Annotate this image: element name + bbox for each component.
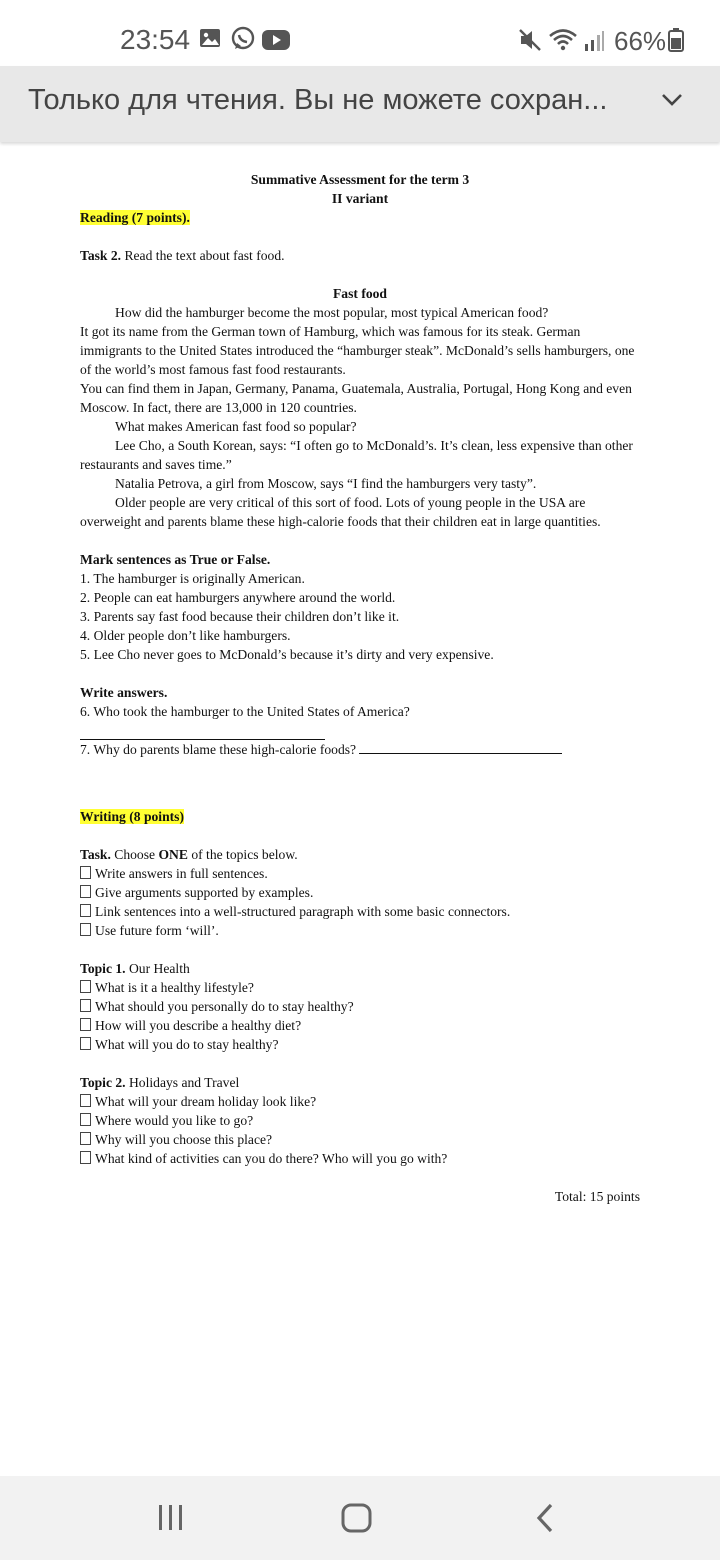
checkbox-glyph-icon <box>80 1151 91 1164</box>
battery-icon <box>668 28 684 56</box>
topic1-bullet-text: How will you describe a healthy diet? <box>95 1018 302 1033</box>
signal-icon <box>583 30 605 56</box>
checkbox-glyph-icon <box>80 1132 91 1145</box>
recent-apps-icon[interactable] <box>156 1502 186 1536</box>
checkbox-glyph-icon <box>80 1018 91 1031</box>
topic2-bullet <box>80 1111 640 1130</box>
status-time: 23:54 <box>120 24 191 55</box>
checkbox-glyph-icon <box>80 885 91 898</box>
topic1-bullet-text: What is it a healthy lifestyle? <box>95 980 254 995</box>
read-only-banner[interactable] <box>0 66 720 142</box>
back-icon[interactable] <box>533 1502 557 1538</box>
status-bar <box>0 0 720 66</box>
topic1-line <box>80 959 640 978</box>
doc-title: Summative Assessment for the term 3 <box>250 172 470 187</box>
task-bullet-text: Give arguments supported by examples. <box>95 885 314 900</box>
paragraph-4: What makes American fast food so popular? <box>115 419 357 434</box>
topic2-bullet <box>80 1149 640 1168</box>
tf-heading: Mark sentences as True or False. <box>80 552 271 567</box>
tf-item: 1. The hamburger is originally American. <box>80 571 305 586</box>
topic2-bullet-text: What will your dream holiday look like? <box>95 1094 317 1109</box>
topic2-bullet-text: What kind of activities can you do there? Who will you go with? <box>95 1151 448 1166</box>
task2-line <box>80 246 640 265</box>
question-7: 7. Why do parents blame these high-calorie foods? <box>80 742 357 757</box>
topic1-label: Topic 1. <box>80 961 126 976</box>
topic2-bullet-text: Why will you choose this place? <box>95 1132 273 1147</box>
checkbox-glyph-icon <box>80 1037 91 1050</box>
task-line <box>80 845 640 864</box>
paragraph-7: Older people are very critical of this sort of food. Lots of young people in the USA are overweight and parents blame these high-calorie foods that their children eat in large quantities. <box>80 495 601 529</box>
task-bullet-text: Write answers in full sentences. <box>95 866 268 881</box>
paragraph-1: How did the hamburger become the most popular, most typical American food? <box>115 305 549 320</box>
topic2-line <box>80 1073 640 1092</box>
task-bullet <box>80 883 640 902</box>
task-bullet <box>80 902 640 921</box>
whatsapp-icon <box>230 26 256 56</box>
checkbox-glyph-icon <box>80 866 91 879</box>
topic1-bullet <box>80 997 640 1016</box>
checkbox-glyph-icon <box>80 1094 91 1107</box>
topic1-bullet <box>80 1016 640 1035</box>
checkbox-glyph-icon <box>80 923 91 936</box>
home-icon[interactable] <box>341 1502 373 1538</box>
write-heading: Write answers. <box>80 685 168 700</box>
tf-item: 3. Parents say fast food because their children don’t like it. <box>80 609 400 624</box>
wifi-icon <box>548 28 578 56</box>
topic2-label: Topic 2. <box>80 1075 126 1090</box>
question-7-line <box>80 740 640 759</box>
answer-line-6 <box>80 721 325 740</box>
tf-item: 4. Older people don’t like hamburgers. <box>80 628 291 643</box>
doc-variant: II variant <box>331 191 389 206</box>
youtube-icon <box>262 30 290 54</box>
topic2-title: Holidays and Travel <box>125 1075 240 1090</box>
writing-heading: Writing (8 points) <box>80 809 184 824</box>
topic2-bullet <box>80 1092 640 1111</box>
topic2-bullet <box>80 1130 640 1149</box>
document-page <box>80 170 640 1206</box>
reading-heading: Reading (7 points). <box>80 210 190 225</box>
paragraph-6: Natalia Petrova, a girl from Moscow, says “I find the hamburgers very tasty”. <box>115 476 537 491</box>
answer-line-7 <box>359 741 562 754</box>
task-bullet <box>80 864 640 883</box>
paragraph-5: Lee Cho, a South Korean, says: “I often go to McDonald’s. It’s clean, less expensive than other restaurants and saves time.” <box>80 438 633 472</box>
gallery-icon <box>199 28 221 52</box>
task-label: Task. <box>80 847 111 862</box>
paragraph-2: It got its name from the German town of Hamburg, which was famous for its steak. German immigrants to the United States introduced the “hamburger steak”. McDonald’s sells hamburgers, one of the world’s most famous fast food restaurants. <box>80 324 635 377</box>
checkbox-glyph-icon <box>80 904 91 917</box>
topic1-bullet <box>80 978 640 997</box>
task-bullet-text: Use future form ‘will’. <box>95 923 219 938</box>
task-one: ONE <box>158 847 188 862</box>
text-title: Fast food <box>333 286 387 301</box>
task-bullet-text: Link sentences into a well-structured paragraph with some basic connectors. <box>95 904 511 919</box>
topic1-bullet-text: What should you personally do to stay healthy? <box>95 999 354 1014</box>
tf-item: 5. Lee Cho never goes to McDonald’s because it’s dirty and very expensive. <box>80 647 494 662</box>
task2-label: Task 2. <box>80 248 122 263</box>
topic2-bullet-text: Where would you like to go? <box>95 1113 254 1128</box>
total-points: Total: 15 points <box>554 1189 640 1204</box>
topic1-bullet <box>80 1035 640 1054</box>
read-only-message: Только для чтения. Вы не можете сохран... <box>28 84 608 116</box>
paragraph-3: You can find them in Japan, Germany, Panama, Guatemala, Australia, Portugal, Hong Kong and even Moscow. In fact, there are 13,000 in 120 countries. <box>80 381 632 415</box>
tf-item: 2. People can eat hamburgers anywhere around the world. <box>80 590 396 605</box>
task-text-1: Choose <box>110 847 159 862</box>
task-bullet <box>80 921 640 940</box>
topic1-title: Our Health <box>125 961 190 976</box>
topic1-bullet-text: What will you do to stay healthy? <box>95 1037 279 1052</box>
checkbox-glyph-icon <box>80 1113 91 1126</box>
checkbox-glyph-icon <box>80 980 91 993</box>
chevron-down-icon[interactable] <box>660 92 684 112</box>
task-text-2: of the topics below. <box>187 847 298 862</box>
navigation-bar <box>0 1476 720 1560</box>
checkbox-glyph-icon <box>80 999 91 1012</box>
mute-icon <box>518 28 544 56</box>
task2-text: Read the text about fast food. <box>121 248 285 263</box>
question-6: 6. Who took the hamburger to the United States of America? <box>80 704 410 719</box>
battery-percent: 66% <box>614 26 667 56</box>
